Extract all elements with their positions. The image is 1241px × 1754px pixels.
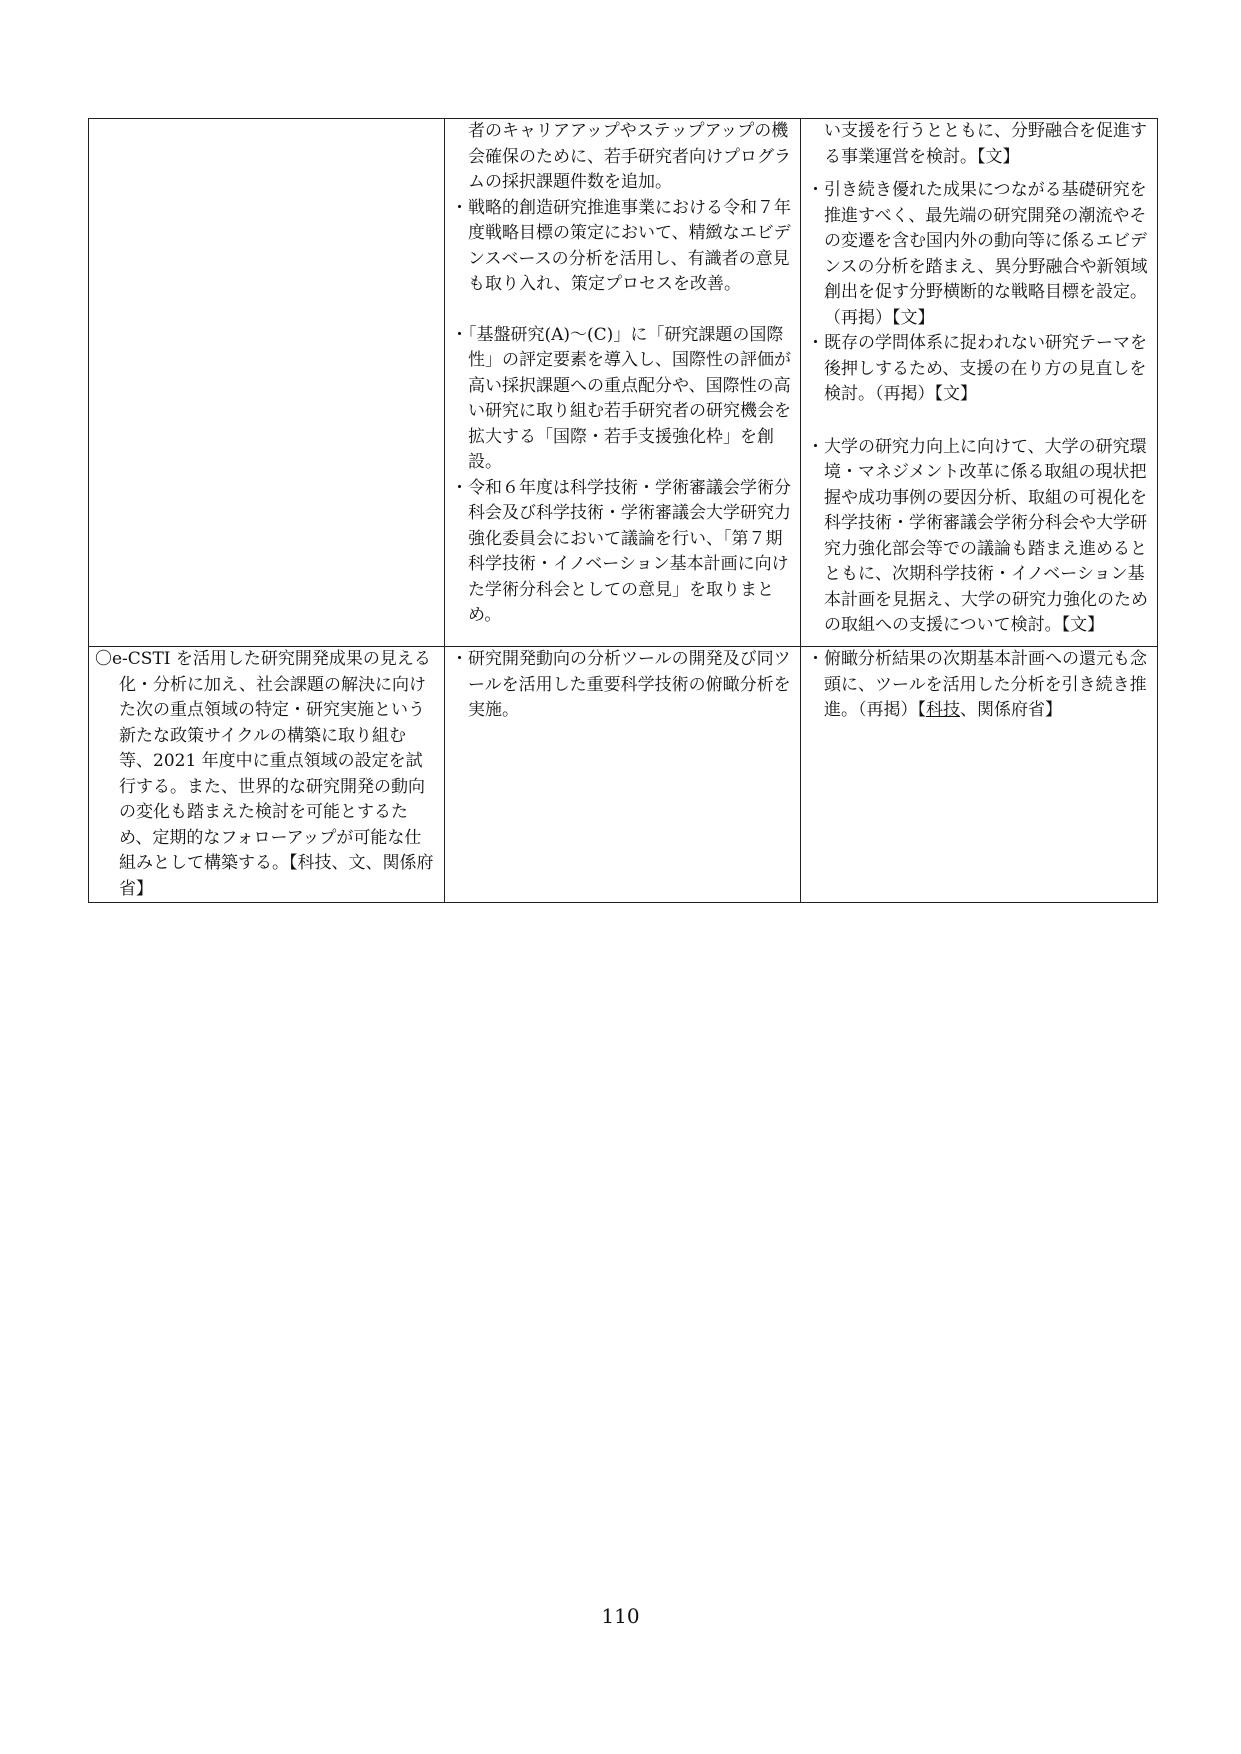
table-row <box>89 647 1158 903</box>
policy-table <box>88 118 1158 903</box>
continuation-text: い支援を行うとともに、分野融合を促進する事業運営を検討。【文】 <box>824 121 1147 167</box>
list-item: ・引き続き優れた成果につながる基礎研究を推進すべく、最先端の研究開発の潮流やその変遷を含む国内外の動向等に係るエビデンスの分析を踏まえ、異分野融合や新領域創出を促す分野横断的な戦略目標を設定。（再掲）【文】 <box>807 180 1148 328</box>
row2-col2-cell <box>445 647 801 903</box>
list-item: ・大学の研究力向上に向けて、大学の研究環境・マネジメント改革に係る取組の現状把握や成功事例の要因分析、取組の可視化を科学技術・学術審議会学術分科会や大学研究力強化部会等での議論も踏まえ進めるとともに、次期科学技術・イノベーション基本計画を見据え、大学の研究力強化のための取組への支援について検討。【文】 <box>807 436 1149 635</box>
list-item: ・令和６年度は科学技術・学術審議会学術分科会及び科学技術・学術審議会大学研究力強化委員会において議論を行い、「第７期科学技術・イノベーション基本計画に向けた学術分科会としての意見」を取りまとめ。 <box>451 477 791 625</box>
underlined-text: 科技 <box>926 700 960 720</box>
list-item: ・戦略的創造研究推進事業における令和７年度戦略目標の策定において、精緻なエビデンスベースの分析を活用し、有識者の意見も取り入れ、策定プロセスを改善。 <box>451 197 791 294</box>
row2-col3-cell <box>801 647 1158 903</box>
list-item: ・既存の学問体系に捉われない研究テーマを後押しするため、支援の在り方の見直しを検討。（再掲）【文】 <box>807 333 1147 404</box>
list-item: ・「基盤研究(A)～(C)」に「研究課題の国際性」の評定要素を導入し、国際性の評価が高い採択課題への重点配分や、国際性の高い研究に取り組む若手研究者の研究機会を拡大する「国際・若手支援強化枠」を創設。 <box>451 324 791 472</box>
list-item <box>807 647 1151 724</box>
row2-col1-cell <box>89 647 445 903</box>
row1-col2-cell <box>445 119 801 647</box>
page-number: 110 <box>601 1604 640 1628</box>
list-item-text: 、関係府省】 <box>960 700 1062 720</box>
table-row <box>89 119 1158 647</box>
continuation-text: 者のキャリアアップやステップアップの機会確保のために、若手研究者向けプログラムの採択課題件数を追加。 <box>468 121 791 192</box>
list-item: ・研究開発動向の分析ツールの開発及び同ツールを活用した重要科学技術の俯瞰分析を実施。 <box>451 649 791 720</box>
list-item-text: ・俯瞰分析結果の次期基本計画への還元も念頭に、ツールを活用した分析を引き続き推進。（再掲）【 <box>807 649 1147 720</box>
row1-col3-cell <box>801 119 1158 647</box>
row1-col1-cell <box>89 119 445 647</box>
plan-item-text: 〇e-CSTI を活用した研究開発成果の見える化・分析に加え、社会課題の解決に向けた次の重点領域の特定・研究実施という新たな政策サイクルの構築に取り組む等、2021 年度中に重点領域の設定を試行する。また、世界的な研究開発の動向の変化も踏まえた検討を可能とするため、定期的なフォローアップが可能な仕組みとして構築する。【科技、文、関係府省】 <box>95 649 434 899</box>
